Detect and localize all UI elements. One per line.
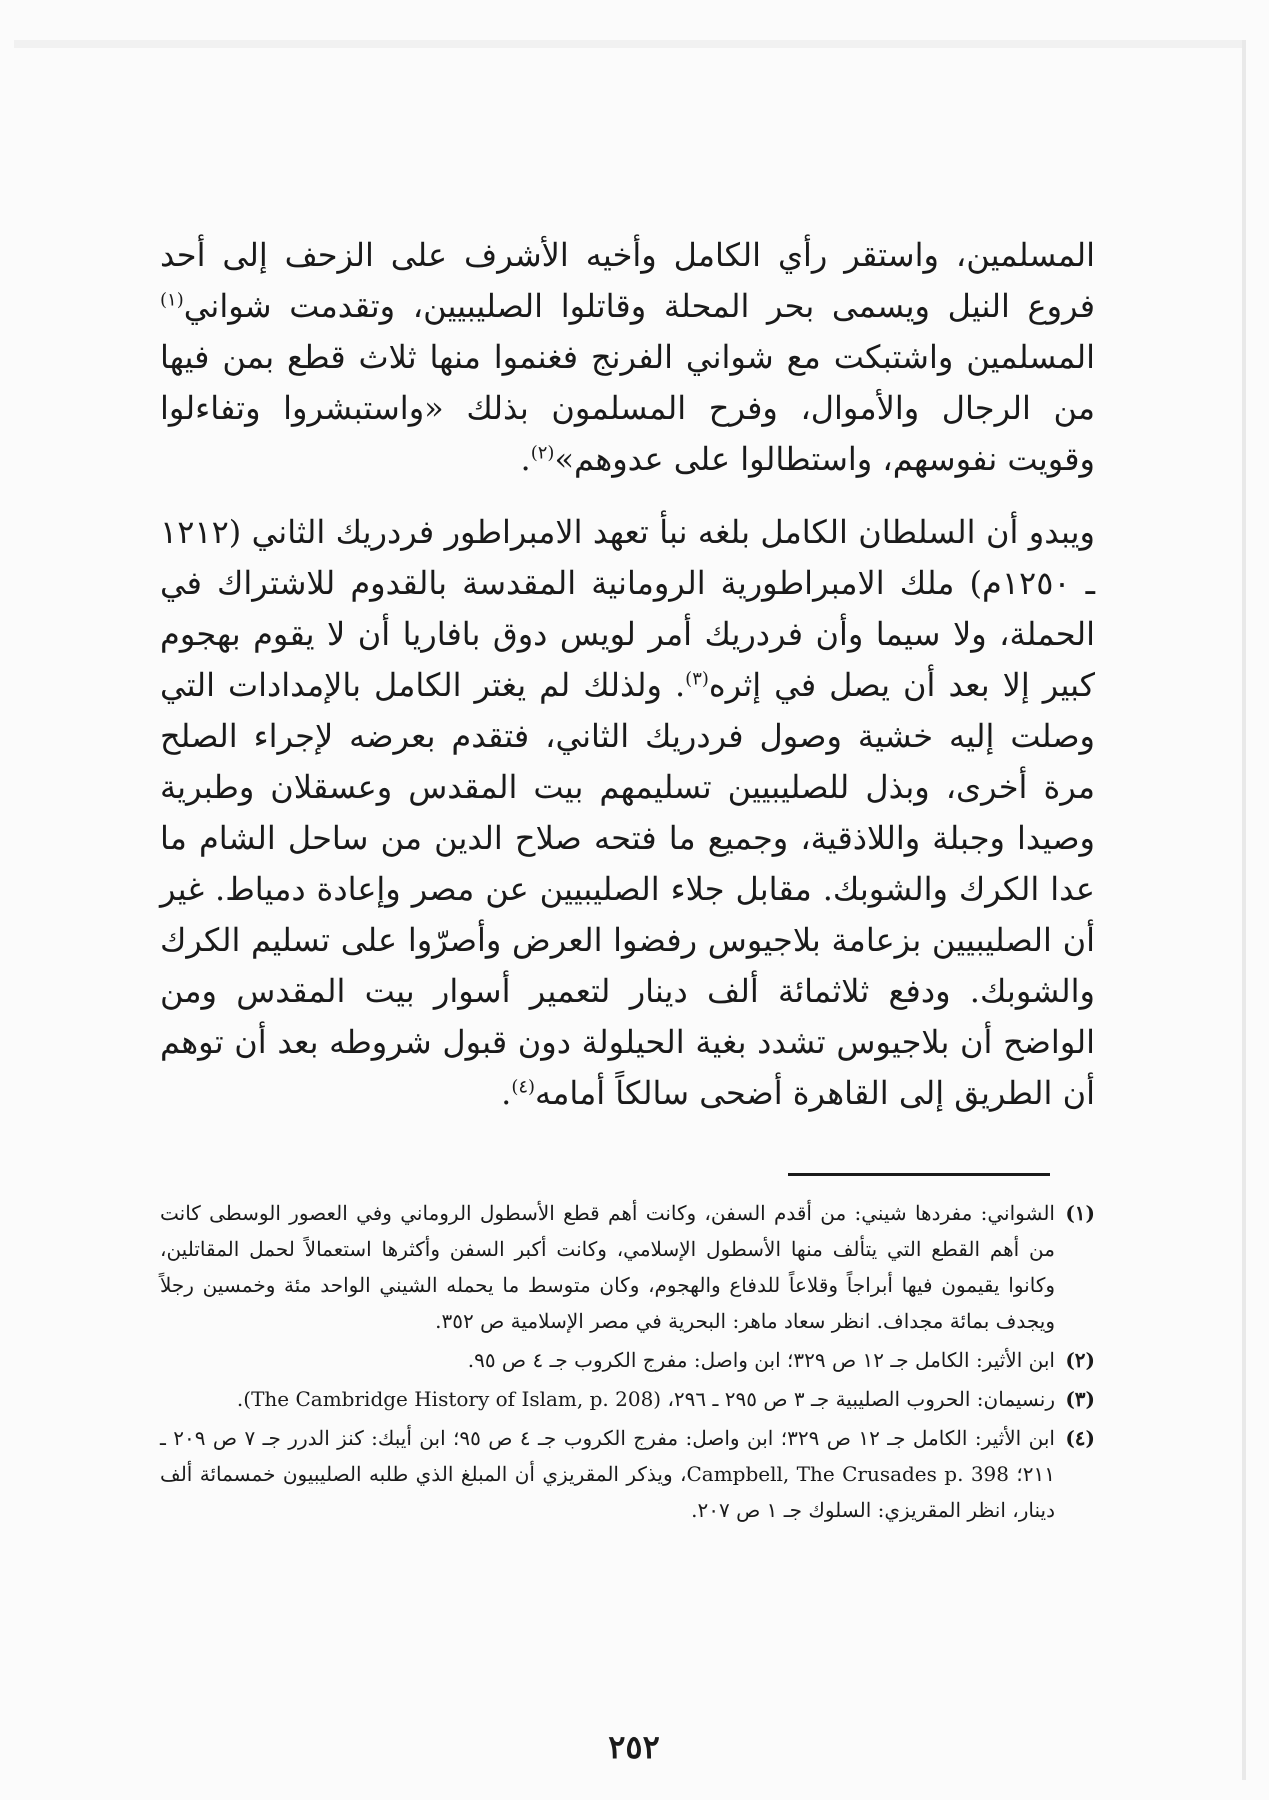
- paragraph-2-text-end: .: [501, 1074, 512, 1112]
- footnote-number: (١): [1065, 1201, 1095, 1225]
- paragraph-1-text-end: .: [520, 440, 531, 478]
- footnote-text: الشواني: مفردها شيني: من أقدم السفن، وكانت أهم قطع الأسطول الروماني وفي العصور الوسطى كانت من أهم القطع التي يتألف منها الأسطول الإسلامي، وكانت أكبر السفن وأكثرها استعمالاً لحمل المقاتلين، وكانوا يقيمون فيها أبراجاً وقلاعاً للدفاع والهجوم، وكان متوسط ما يحمله الشيني الواحد مئة وخمسين رجلاً ويجدف بمائة مجداف. انظر سعاد ماهر: البحرية في مصر الإسلامية ص ٣٥٢.: [160, 1201, 1055, 1333]
- footnote-2: [160, 1342, 1095, 1378]
- paragraph-1-text-start: المسلمين، واستقر رأي الكامل وأخيه الأشرف على الزحف إلى أحد فروع النيل ويسمى بحر المحلة وقاتلوا الصليبيين، وتقدمت شواني: [160, 236, 1096, 325]
- footnotes-section: [160, 1195, 1095, 1531]
- footnote-number: (٣): [1065, 1387, 1095, 1411]
- footnote-3: [160, 1381, 1095, 1417]
- paragraph-2-text-middle: . ولذلك لم يغتر الكامل بالإمدادات التي وصلت إليه خشية وصول فردريك الثاني، فتقدم بعرضه لإجراء الصلح مرة أخرى، وبذل للصليبيين تسليمهم بيت المقدس وعسقلان وطبرية وصيدا وجبلة واللاذقية، وجميع ما فتحه صلاح الدين من ساحل الشام ما عدا الكرك والشوبك. مقابل جلاء الصليبيين عن مصر وإعادة دمياط. غير أن الصليبيين بزعامة بلاجيوس رفضوا العرض وأصرّوا على تسليم الكرك والشوبك. ودفع ثلاثمائة ألف دينار لتعمير أسوار بيت المقدس ومن الواضح أن بلاجيوس تشدد بغية الحيلولة دون قبول شروطه بعد أن توهم أن الطريق إلى القاهرة أضحى سالكاً أمامه: [160, 666, 1096, 1112]
- scan-page-edge: [1242, 40, 1246, 1780]
- footnote-text: ابن الأثير: الكامل جـ ١٢ ص ٣٢٩؛ ابن واصل: مفرج الكروب جـ ٤ ص ٩٥.: [467, 1348, 1055, 1372]
- footnote-divider: [788, 1173, 1050, 1176]
- footnote-ref-2: (٢): [530, 442, 555, 464]
- paragraph-1-text-middle: المسلمين واشتبكت مع شواني الفرنج فغنموا منها ثلاث قطع بمن فيها من الرجال والأموال، وفرح المسلمون بذلك «واستبشروا وتفاءلوا وقويت نفوسهم، واستطالوا على عدوهم»: [160, 338, 1095, 478]
- main-body-text: [160, 230, 1095, 1119]
- footnote-text: رنسيمان: الحروب الصليبية جـ ٣ ص ٢٩٥ ـ ٢٩٦، (The Cambridge History of Islam, p. 208).: [236, 1387, 1055, 1411]
- footnote-ref-4: (٤): [511, 1076, 536, 1098]
- footnote-1: [160, 1195, 1095, 1339]
- footnote-number: (٢): [1065, 1348, 1095, 1372]
- paragraph-2-text-start: ويبدو أن السلطان الكامل بلغه نبأ تعهد الامبراطور فردريك الثاني (١٢١٢ ـ ١٢٥٠م) ملك الامبراطورية الرومانية المقدسة بالقدوم للاشتراك في الحملة، ولا سيما وأن فردريك أمر لويس دوق بافاريا أن لا يقوم بهجوم كبير إلا بعد أن يصل في إثره: [160, 513, 1096, 704]
- footnote-4: [160, 1420, 1095, 1528]
- paragraph-2: [160, 507, 1095, 1119]
- footnote-text: ابن الأثير: الكامل جـ ١٢ ص ٣٢٩؛ ابن واصل: مفرج الكروب جـ ٤ ص ٩٥؛ ابن أيبك: كنز الدرر جـ ٧ ص ٢٠٩ ـ ٢١١؛ Campbell, The Crusades p. 398، ويذكر المقريزي أن المبلغ الذي طلبه الصليبيون خمسمائة ألف دينار، انظر المقريزي: السلوك جـ ١ ص ٢٠٧.: [160, 1426, 1055, 1522]
- page-number: ٢٥٢: [608, 1728, 660, 1766]
- footnote-number: (٤): [1065, 1426, 1095, 1450]
- paragraph-1: [160, 230, 1095, 485]
- scan-top-shadow: [14, 40, 1242, 48]
- footnote-ref-1: (١): [160, 289, 184, 311]
- footnote-ref-3: (٣): [685, 668, 709, 690]
